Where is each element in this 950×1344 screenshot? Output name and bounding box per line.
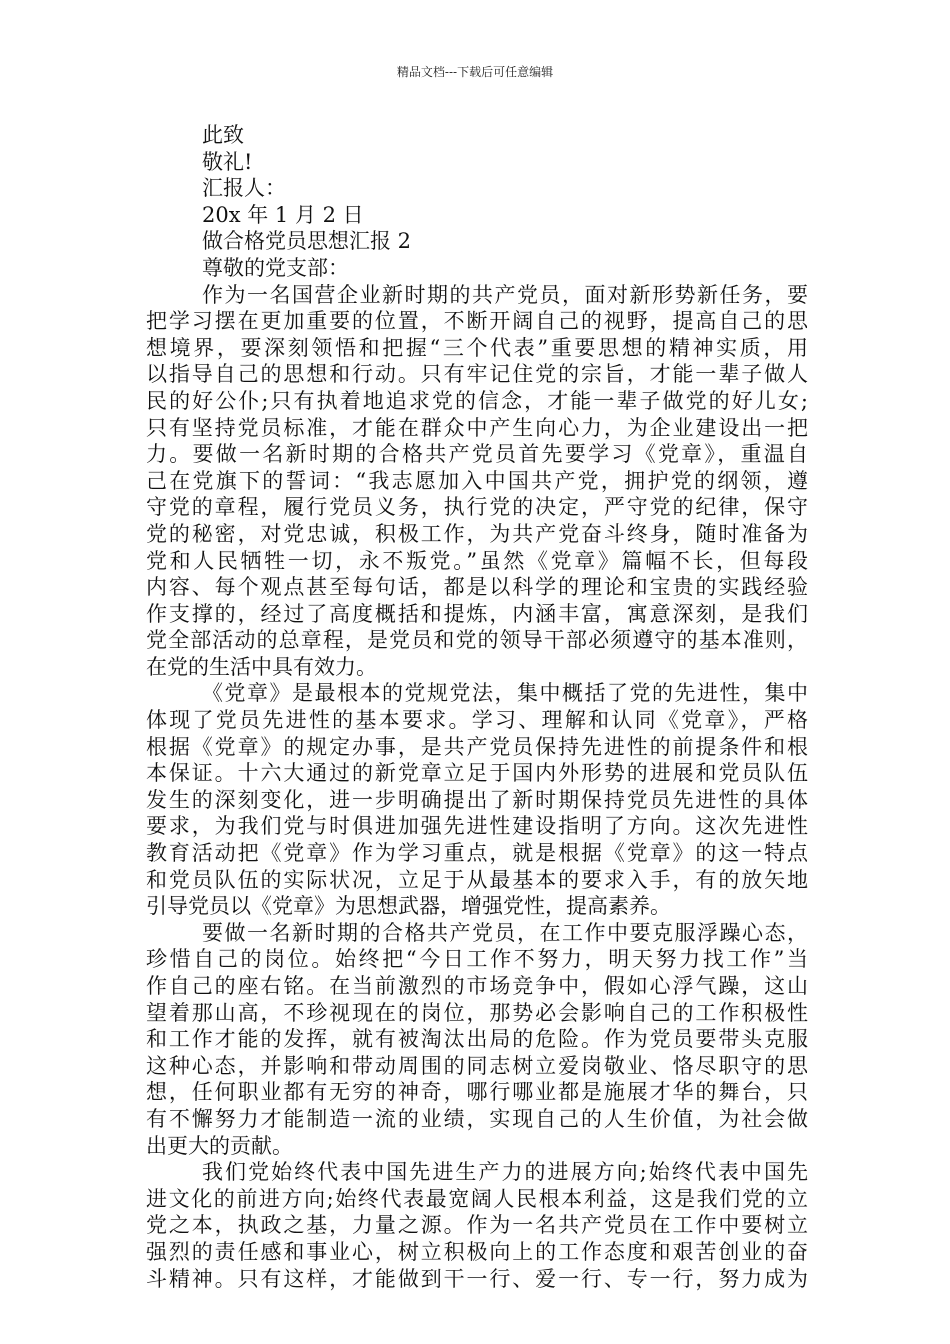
text-line: 珍惜自己的岗位。始终把“今日工作不努力，明天努力找工作”当	[146, 947, 808, 972]
document-body	[146, 122, 808, 1292]
text-line: 望着那山高，不珍视现在的岗位，那势必会影响自己的工作积极性	[146, 1000, 808, 1025]
text-line: 作自己的座右铭。在当前激烈的市场竞争中，假如心浮气躁，这山	[146, 974, 808, 998]
text-line: 强烈的责任感和事业心，树立积极向上的工作态度和艰苦创业的奋	[146, 1239, 808, 1264]
text-line: 体现了党员先进性的基本要求。学习、理解和认同《党章》，严格	[146, 708, 808, 733]
text-line: 只有坚持党员标准，才能在群众中产生向心力，为企业建设出一把	[146, 415, 808, 440]
text-line: 有不懈努力才能制造一流的业绩，实现自己的人生价值，为社会做	[146, 1106, 808, 1131]
text-line: 出更大的贡献。	[146, 1133, 293, 1158]
text-line: 党全部活动的总章程，是党员和党的领导干部必须遵守的基本准则，	[146, 628, 808, 653]
text-line: 和工作才能的发挥，就有被淘汰出局的危险。作为党员要带头克服	[146, 1027, 808, 1052]
text-line: 斗精神。只有这样，才能做到干一行、爱一行、专一行，努力成为	[146, 1266, 808, 1291]
text-line: 此致	[202, 123, 244, 147]
text-line: 把学习摆在更加重要的位置，不断开阔自己的视野，提高自己的思	[146, 309, 808, 334]
text-line: 党之本，执政之基，力量之源。作为一名共产党员在工作中要树立	[146, 1213, 808, 1238]
page-header: 精品文档---下载后可任意编辑	[396, 65, 554, 79]
text-line: 本保证。十六大通过的新党章立足于国内外形势的进展和党员队伍	[146, 761, 808, 786]
text-line: 这种心态，并影响和带动周围的同志树立爱岗敬业、恪尽职守的思	[146, 1053, 808, 1078]
text-line: 汇报人：	[202, 176, 286, 201]
text-line: 敬礼!	[202, 149, 253, 174]
text-line: 要做一名新时期的合格共产党员，在工作中要克服浮躁心态，	[202, 920, 808, 945]
text-line: 守党的章程，履行党员义务，执行党的决定，严守党的纪律，保守	[146, 495, 808, 520]
text-line: 做合格党员思想汇报 2	[202, 229, 412, 254]
text-line: 尊敬的党支部：	[202, 255, 349, 280]
text-line: 民的好公仆;只有执着地追求党的信念，才能一辈子做党的好儿女;	[146, 388, 808, 413]
text-line: 《党章》是最根本的党规党法，集中概括了党的先进性，集中	[202, 681, 808, 706]
text-line: 作支撑的，经过了高度概括和提炼，内涵丰富，寓意深刻，是我们	[146, 601, 808, 626]
text-line: 要求，为我们党与时俱进加强先进性建设指明了方向。这次先进性	[146, 814, 808, 839]
text-line: 我们党始终代表中国先进生产力的进展方向;始终代表中国先	[202, 1160, 808, 1185]
text-line: 党和人民牺牲一切，永不叛党。”虽然《党章》篇幅不长，但每段	[146, 548, 808, 573]
text-line: 己在党旗下的誓词：“我志愿加入中国共产党，拥护党的纲领，遵	[146, 468, 808, 493]
text-line: 想，任何职业都有无穷的神奇，哪行哪业都是施展才华的舞台，只	[146, 1080, 808, 1105]
text-line: 想境界，要深刻领悟和把握“三个代表”重要思想的精神实质，用	[146, 335, 808, 360]
text-line: 发生的深刻变化，进一步明确提出了新时期保持党员先进性的具体	[146, 787, 808, 812]
text-line: 力。要做一名新时期的合格共产党员首先要学习《党章》，重温自	[146, 442, 808, 467]
text-line: 根据《党章》的规定办事，是共产党员保持先进性的前提条件和根	[146, 734, 808, 759]
text-line: 教育活动把《党章》作为学习重点，就是根据《党章》的这一特点	[146, 841, 808, 866]
text-line: 在党的生活中具有效力。	[146, 654, 377, 679]
text-line: 和党员队伍的实际状况，立足于从最基本的要求入手，有的放矢地	[146, 867, 808, 892]
text-line: 党的秘密，对党忠诚，积极工作，为共产党奋斗终身，随时准备为	[146, 521, 808, 546]
text-line: 以指导自己的思想和行动。只有牢记住党的宗旨，才能一辈子做人	[146, 362, 808, 387]
text-line: 内容、每个观点甚至每句话，都是以科学的理论和宝贵的实践经验	[146, 575, 808, 600]
text-line: 20x 年 1 月 2 日	[202, 202, 364, 227]
text-line: 进文化的前进方向;始终代表最宽阔人民根本利益，这是我们党的立	[146, 1186, 808, 1211]
text-line: 引导党员以《党章》为思想武器，增强党性，提高素养。	[146, 894, 671, 919]
text-line: 作为一名国营企业新时期的共产党员，面对新形势新任务，要	[202, 282, 808, 307]
